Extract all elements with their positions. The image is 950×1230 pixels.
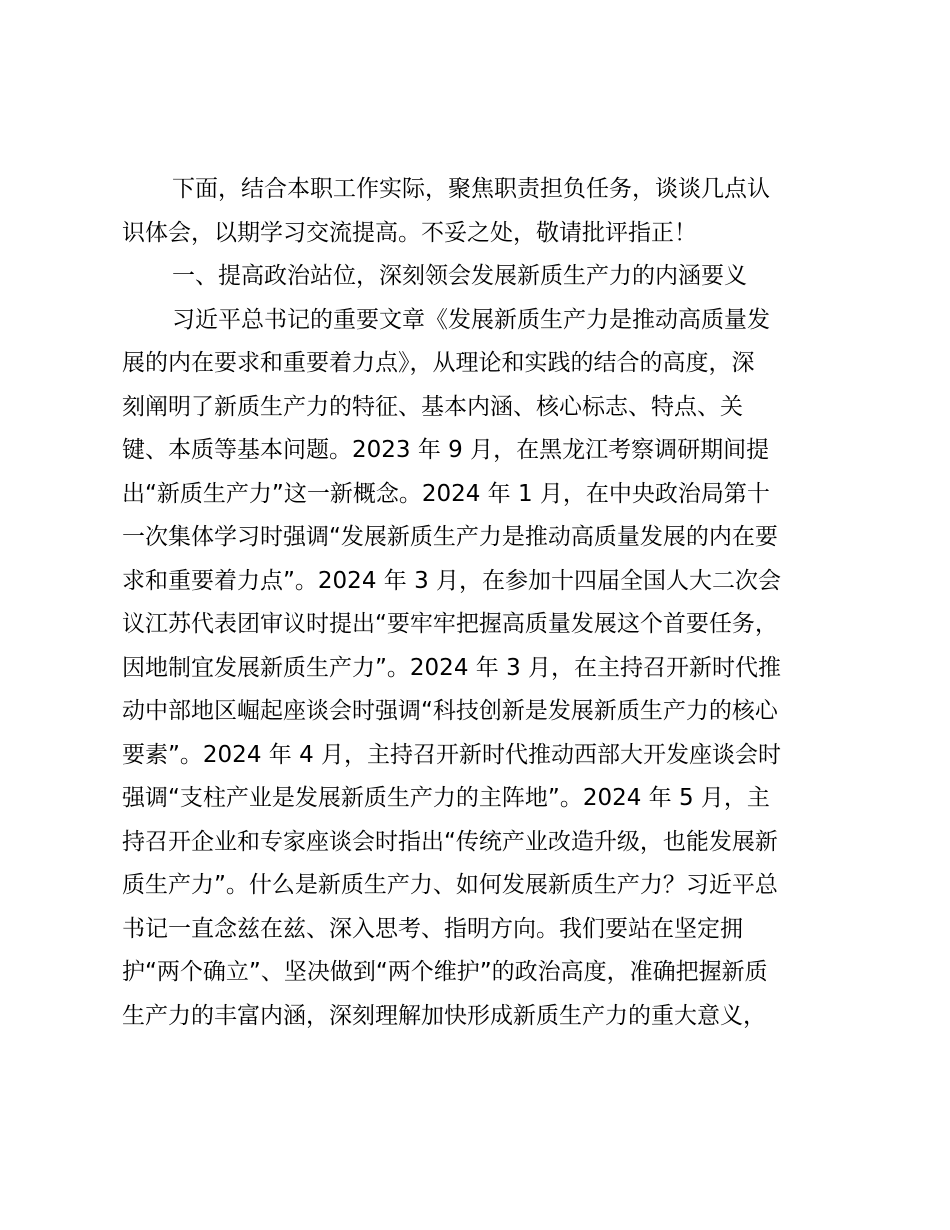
section-heading: 一、提高政治站位，深刻领会发展新质生产力的内涵要义 — [172, 263, 747, 289]
paragraph-line: 质生产力”。什么是新质生产力、如何发展新质生产力？习近平总 — [122, 872, 778, 898]
paragraph-line: 生产力的丰富内涵，深刻理解加快形成新质生产力的重大意义， — [122, 1002, 766, 1029]
paragraph-line: 出“新质生产力”这一新概念。2024 年 1 月，在中央政治局第十 — [122, 480, 770, 507]
paragraph-line: 展的内在要求和重要着力点》，从理论和实践的结合的高度，深 — [122, 350, 755, 376]
document-body — [122, 168, 838, 1038]
paragraph-line: 持召开企业和专家座谈会时指出“传统产业改造升级，也能发展新 — [122, 828, 778, 855]
paragraph-line: 因地制宜发展新质生产力”。2024 年 3 月，在主持召开新时代推 — [122, 654, 782, 681]
paragraph-line: 下面，结合本职工作实际，聚焦职责担负任务，谈谈几点认 — [172, 176, 770, 202]
paragraph-line: 要素”。2024 年 4 月，主持召开新时代推动西部大开发座谈会时 — [122, 741, 782, 768]
paragraph-line: 求和重要着力点”。2024 年 3 月，在参加十四届全国人大二次会 — [122, 567, 782, 594]
paragraph-line: 一次集体学习时强调“发展新质生产力是推动高质量发展的内在要 — [122, 524, 778, 550]
paragraph-line: 刻阐明了新质生产力的特征、基本内涵、核心标志、特点、关 — [122, 393, 743, 420]
paragraph-line: 强调“支柱产业是发展新质生产力的主阵地”。2024 年 5 月，主 — [122, 785, 770, 811]
paragraph-line: 书记一直念兹在兹、深入思考、指明方向。我们要站在坚定拥 — [122, 915, 743, 942]
paragraph-line: 议江苏代表团审议时提出“要牢牢把握高质量发展这个首要任务， — [122, 611, 778, 637]
paragraph-line: 键、本质等基本问题。2023 年 9 月，在黑龙江考察调研期间提 — [122, 437, 770, 463]
paragraph-line: 识体会，以期学习交流提高。不妥之处，敬请批评指正！ — [122, 219, 697, 246]
paragraph-line: 动中部地区崛起座谈会时强调“科技创新是发展新质生产力的核心 — [122, 698, 778, 724]
paragraph-line: 习近平总书记的重要文章《发展新质生产力是推动高质量发 — [172, 306, 770, 333]
paragraph-line: 护“两个确立”、坚决做到“两个维护”的政治高度，准确把握新质 — [122, 959, 768, 985]
